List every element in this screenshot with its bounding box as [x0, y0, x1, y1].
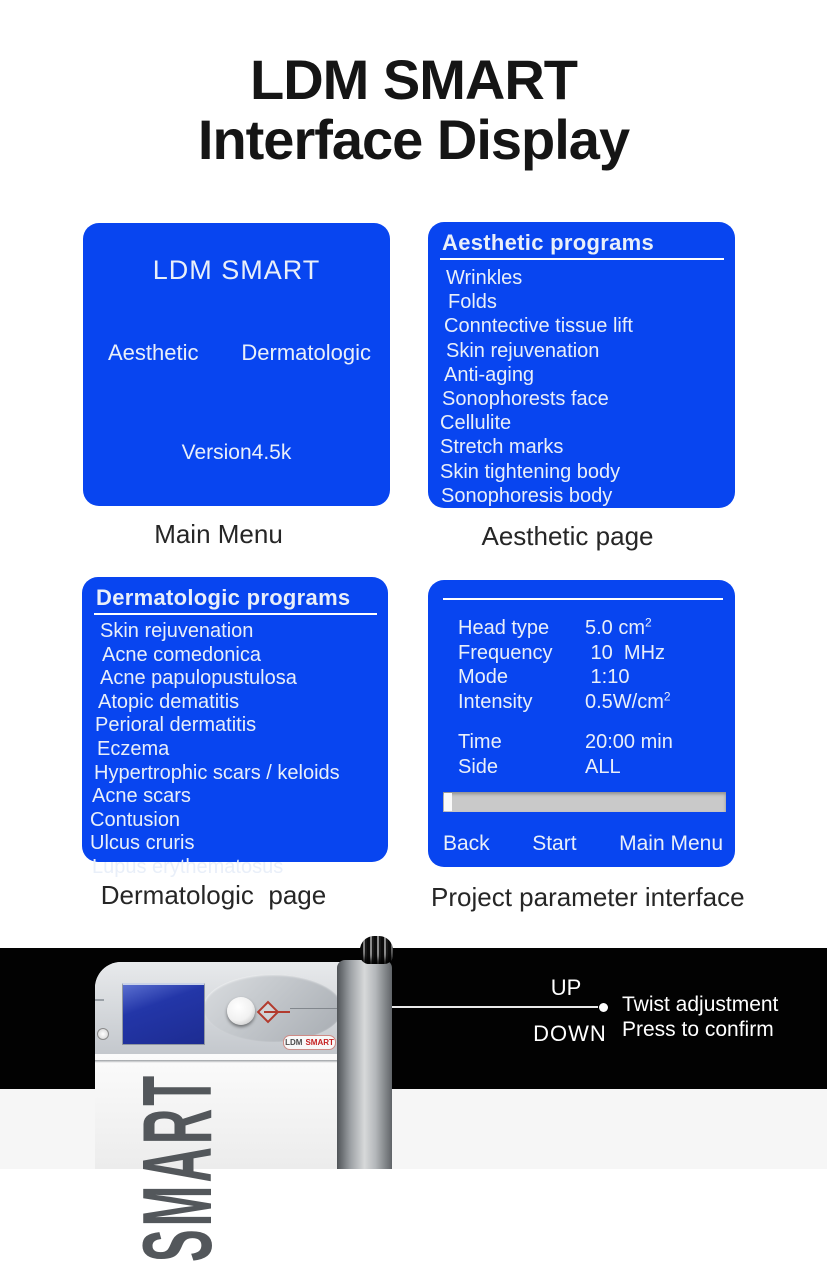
progress-bar — [443, 792, 726, 812]
aesthetic-screen-title: Aesthetic programs — [442, 230, 655, 255]
pointer-line — [392, 1006, 598, 1008]
dial-needle-icon — [264, 1011, 290, 1013]
caption-aesthetic: Aesthetic page — [481, 521, 654, 551]
list-item[interactable]: Sonophoresis body — [441, 484, 613, 507]
list-item[interactable]: Acne scars — [92, 785, 191, 808]
list-item[interactable]: Stretch marks — [440, 436, 564, 459]
menu-option-dermatologic[interactable]: Dermatologic — [241, 340, 371, 365]
page-title-line2: Interface Display — [197, 108, 630, 171]
aesthetic-program-list — [428, 266, 731, 508]
list-item[interactable]: Perioral dermatitis — [95, 714, 257, 737]
main-menu-button[interactable]: Main Menu — [619, 832, 723, 855]
knob-instructions — [622, 992, 778, 1042]
back-button[interactable]: Back — [443, 832, 490, 855]
list-item[interactable]: Skin rejuvenation — [446, 339, 600, 362]
parameter-screen — [428, 580, 735, 867]
knob-instruction-line2: Press to confirm — [622, 1018, 774, 1041]
parameter-rows — [458, 616, 727, 779]
body-seam-line — [95, 1060, 340, 1063]
aesthetic-screen — [428, 222, 735, 508]
title-underline — [94, 613, 377, 615]
screen-title: LDM SMART — [152, 255, 321, 285]
knob-up-label: UP — [550, 975, 582, 1000]
dermatologic-screen-title: Dermatologic programs — [96, 585, 351, 610]
version-label: Version4.5k — [181, 441, 292, 464]
list-item[interactable]: Lupus erythematosus — [92, 855, 284, 878]
device-display-screen — [122, 983, 205, 1045]
knob-down-label: DOWN — [533, 1021, 607, 1046]
list-item[interactable]: Cellulite — [440, 412, 512, 435]
param-row-side — [458, 755, 727, 780]
list-item[interactable]: Skin tightening body — [440, 460, 621, 483]
param-value: $0.5W/cm^2$ — [585, 689, 671, 714]
list-item[interactable]: Hypertrophic scars / keloids — [94, 761, 340, 784]
list-item[interactable]: Sonophorests face — [442, 388, 609, 411]
param-label: Side — [458, 755, 499, 778]
device-logo-badge — [283, 1035, 336, 1050]
list-item[interactable]: Folds — [448, 291, 497, 314]
progress-bar-fill — [444, 793, 452, 811]
param-value: 5.0 $cm^2$ — [585, 615, 652, 639]
param-label: Head type — [458, 617, 550, 639]
caption-parameter: Project parameter interface — [431, 882, 745, 912]
param-row-intensity — [458, 690, 727, 715]
start-button[interactable]: Start — [532, 832, 577, 855]
title-underline — [440, 258, 724, 260]
pointer-dot-icon — [599, 1003, 608, 1012]
param-label: Intensity — [458, 691, 533, 714]
param-row-head-type — [458, 616, 727, 641]
parameter-buttons — [443, 832, 723, 856]
control-knob[interactable] — [227, 997, 255, 1025]
side-dash — [95, 999, 104, 1001]
param-row-time — [458, 730, 727, 755]
list-item[interactable]: Acne comedonica — [102, 643, 261, 666]
list-item[interactable]: Ulcus cruris — [90, 832, 195, 855]
caption-main-menu: Main Menu — [154, 519, 283, 549]
menu-option-aesthetic[interactable]: Aesthetic — [108, 340, 199, 365]
device-side-lettering: SMART — [125, 1072, 233, 1262]
list-item[interactable]: Eczema — [97, 737, 170, 760]
list-item[interactable]: Atopic dematitis — [98, 690, 240, 713]
dermatologic-screen — [82, 577, 388, 878]
main-menu-screen — [83, 223, 390, 506]
badge-smart-text: SMART — [305, 1038, 334, 1047]
chrome-side-strip — [337, 960, 392, 1169]
list-item[interactable]: Acne papulopustulosa — [100, 667, 297, 690]
param-row-mode — [458, 665, 727, 690]
list-item[interactable]: Anti-aging — [444, 363, 535, 386]
main-menu-options — [108, 340, 371, 366]
top-rule — [443, 598, 723, 600]
param-label: Mode — [458, 666, 509, 689]
param-label: Frequency — [458, 641, 553, 664]
page-title — [0, 50, 827, 170]
rotary-knob[interactable] — [360, 936, 393, 964]
param-value: 10 MHz — [585, 641, 666, 664]
param-label: Time — [458, 730, 502, 753]
knob-instruction-line1: Twist adjustment — [622, 993, 779, 1016]
param-value: 20:00 min — [585, 730, 673, 753]
param-value: ALL — [585, 755, 621, 778]
list-item[interactable]: Skin rejuvenation — [100, 620, 254, 642]
dermatologic-program-list — [82, 620, 384, 880]
caption-dermatologic: Dermatologic page — [100, 880, 327, 910]
list-item[interactable]: Conntective tissue lift — [444, 315, 633, 338]
side-button[interactable] — [97, 1028, 109, 1040]
list-item[interactable]: Wrinkles — [446, 267, 523, 289]
panel-seam — [290, 1008, 338, 1009]
badge-ldm-text: LDM — [285, 1038, 303, 1047]
page-title-line1: LDM SMART — [250, 48, 577, 111]
list-item[interactable]: Contusion — [90, 808, 181, 831]
param-row-frequency — [458, 641, 727, 666]
param-value: 1:10 — [585, 666, 630, 689]
